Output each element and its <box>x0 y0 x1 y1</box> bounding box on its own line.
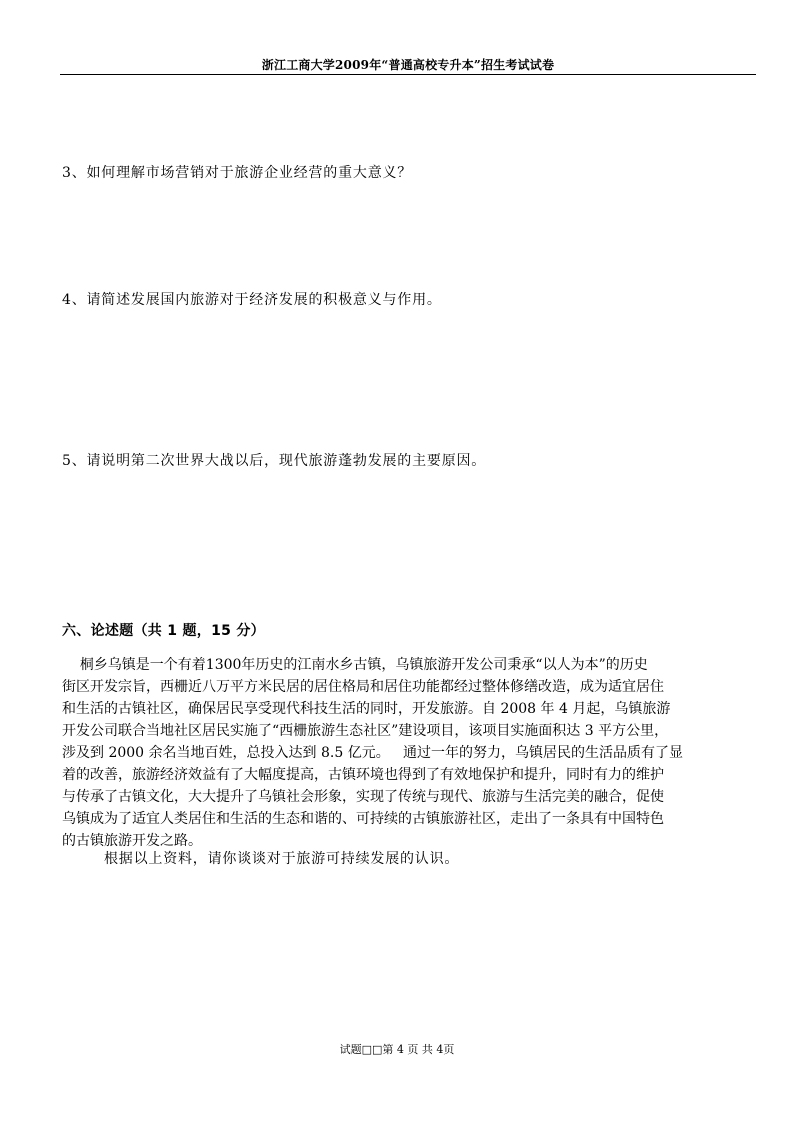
essay-line: 桐乡乌镇是一个有着1300年历史的江南水乡古镇，乌镇旅游开发公司秉承“以人为本”的历史 <box>62 657 648 673</box>
essay-line: 和生活的古镇社区，确保居民享受现代科技生活的同时，开发旅游。自 2008 年 4 月起，乌镇旅游 <box>62 701 671 717</box>
essay-line: 开发公司联合当地社区居民实施了“西栅旅游生态社区”建设项目，该项目实施面积达 3 平方公里， <box>62 723 669 739</box>
essay-line: 乌镇成为了适宜人类居住和生活的生态和谐的、可持续的古镇旅游社区，走出了一条具有中国特色 <box>62 811 664 827</box>
page-footer: 试题□□第 4 页 共 4页 <box>339 1043 455 1056</box>
section-title-essay: 六、论述题（共 1 题，15 分） <box>62 623 265 639</box>
essay-line: 着的改善，旅游经济效益有了大幅度提高，古镇环境也得到了有效地保护和提升，同时有力的维护 <box>62 767 664 783</box>
essay-line: 与传承了古镇文化，大大提升了乌镇社会形象，实现了传统与现代、旅游与生活完美的融合，促使 <box>62 789 664 805</box>
question-5: 5、请说明第二次世界大战以后，现代旅游蓬勃发展的主要原因。 <box>62 453 487 469</box>
page-header: 浙江工商大学2009年“普通高校专升本”招生考试试卷 <box>261 58 555 72</box>
essay-line: 的古镇旅游开发之路。 <box>62 833 202 849</box>
question-4: 4、请简述发展国内旅游对于经济发展的积极意义与作用。 <box>62 292 442 308</box>
essay-prompt: 根据以上资料，请你谈谈对于旅游可持续发展的认识。 <box>104 851 460 867</box>
header-divider <box>60 74 756 75</box>
essay-line: 涉及到 2000 余名当地百姓，总投入达到 8.5 亿元。 通过一年的努力，乌镇居民的生活品质有了显 <box>62 745 684 761</box>
question-3: 3、如何理解市场营销对于旅游企业经营的重大意义？ <box>62 165 413 181</box>
essay-line: 街区开发宗旨，西栅近八万平方米民居的居住格局和居住功能都经过整体修缮改造，成为适宜居住 <box>62 679 664 695</box>
essay-passage <box>62 654 758 852</box>
